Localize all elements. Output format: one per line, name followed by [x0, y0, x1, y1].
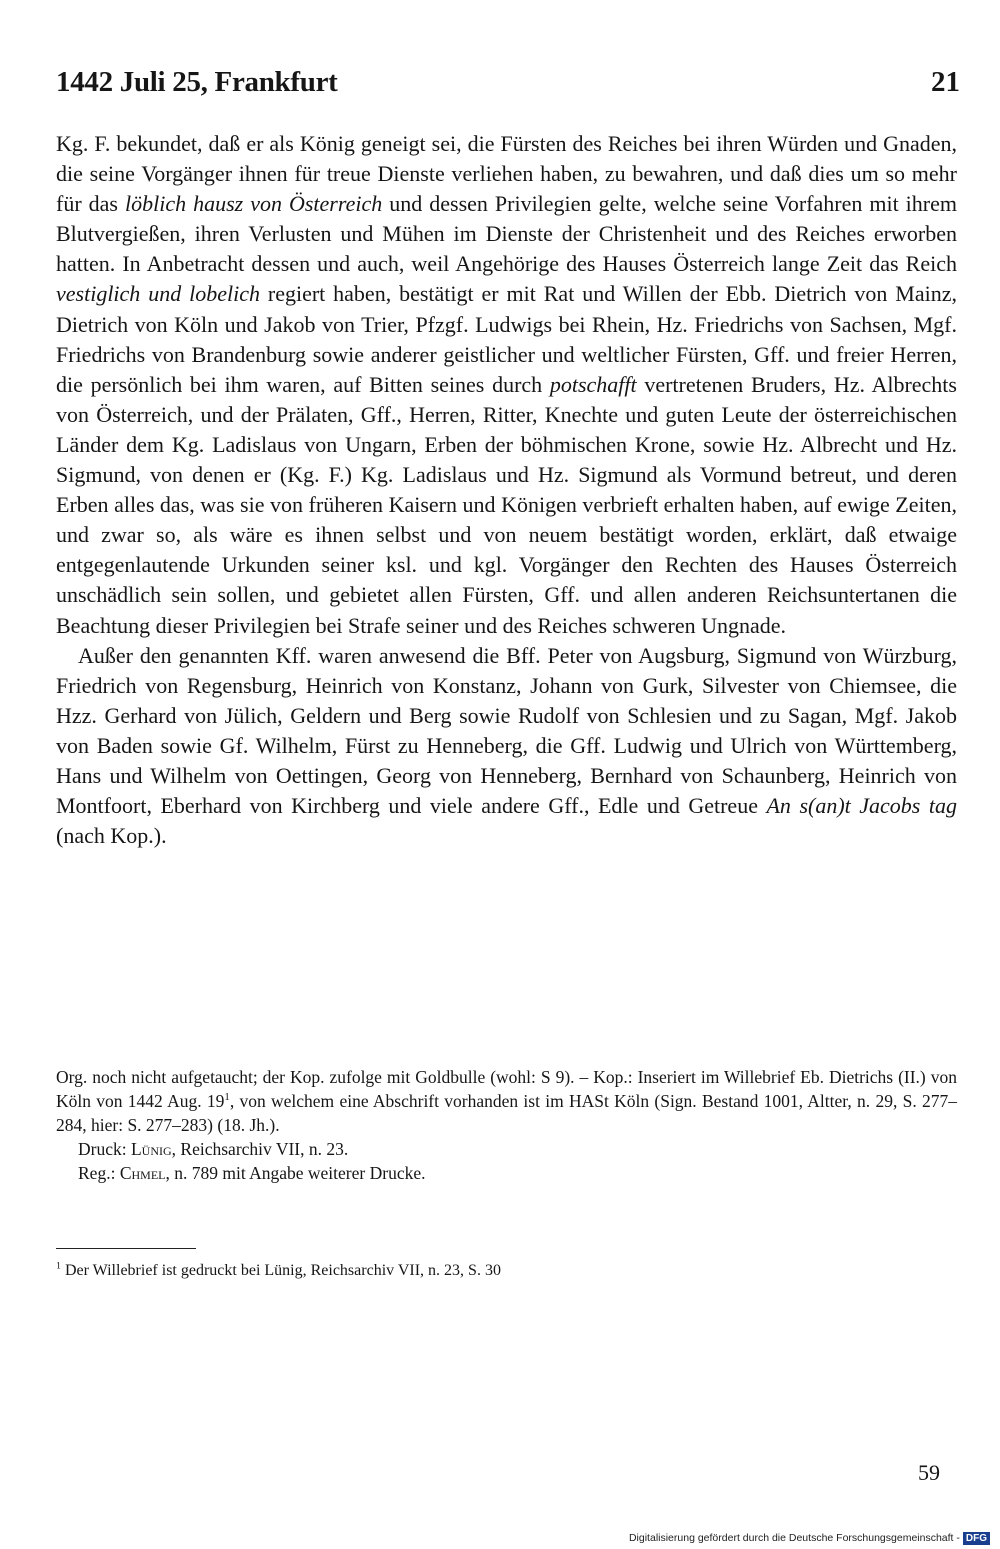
regest-paragraph-2: Außer den genannten Kff. waren anwesend die Bff. Peter von Augsburg, Sigmund von Würzburg, Friedrich von Regensburg, Heinrich von Konstanz, Johann von Gurk, Silvester von Chiemsee, die Hzz. Gerhard von Jülich, Geldern und Berg sowie Rudolf von Schlesien und zu Sagan, Mgf. Jakob von Baden sowie Gf. Wilhelm, Fürst zu Henneberg, die Gff. Ludwig und Ulrich von Württemberg, Hans und Wilhelm von Oettingen, Georg von Henneberg, Bernhard von Schaunberg, Heinrich von Montfoort, Eberhard von Kirchberg und viele andere Gff., Edle und Getreue An s(an)t Jacobs tag (nach Kop.).	[56, 642, 958, 849]
quoted-term: An s(an)t Jacobs tag	[766, 793, 958, 819]
regest-body	[56, 129, 957, 851]
footnote-marker: 1	[56, 1260, 61, 1272]
footnote	[56, 1260, 957, 1282]
regest-note: Reg.: Chmel, n. 789 mit Angabe weiterer Drucke.	[78, 1163, 426, 1183]
regest-number: 21	[931, 66, 960, 98]
regest-paragraph-1: Kg. F. bekundet, daß er als König geneigt sei, die Fürsten des Reiches bei ihren Würden und Gnaden, die seine Vorgänger ihnen für treue Dienste verliehen haben, zu bewahren, und daß dies um so mehr für das löblich hausz von Österreich und dessen Privilegien gelte, welche seine Vorfahren mit ihrem Blutvergießen, ihren Verlusten und Mühen im Dienste der Christenheit und des Reiches erworben hatten. In Anbetracht dessen und auch, weil Angehörige des Hauses Österreich lange Zeit das Reich vestiglich und lobelich regiert haben, bestätigt er mit Rat und Willen der Ebb. Dietrich von Mainz, Dietrich von Köln und Jakob von Trier, Pfzgf. Ludwigs bei Rhein, Hz. Friedrichs von Sachsen, Mgf. Friedrichs von Brandenburg sowie anderer geistlicher und weltlicher Fürsten, Gff. und freier Herren, die persönlich bei ihm waren, auf Bitten seines durch potschafft vertretenen Bruders, Hz. Albrechts von Österreich, und der Prälaten, Gff., Herren, Ritter, Knechte und guten Leute der österreichischen Länder dem Kg. Ladislaus von Ungarn, Erben der böhmischen Krone, sowie Hz. Albrecht und Hz. Sigmund, von denen er (Kg. F.) Kg. Ladislaus und Hz. Sigmund als Vormund betreut, und deren Erben alles das, was sie von früheren Kaisern und Königen verbrieft erhalten haben, auf ewige Zeiten, und zwar so, als wäre es ihnen selbst und von neuem bestätigt worden, erklärt, daß etwaige entgegenlautende Urkunden seiner ksl. und kgl. Vorgänger den Rechten des Hauses Österreich unschädlich sein sollen, und gebietet allen Fürsten, Gff. und allen anderen Reichsuntertanen die Beachtung dieser Privilegien bei Strafe seiner und des Reiches schweren Ungnade.	[56, 131, 957, 638]
page-folio: 59	[918, 1460, 940, 1485]
footnote-divider	[56, 1248, 196, 1249]
apparatus-notes	[56, 1065, 957, 1185]
footnote-text: Der Willebrief ist gedruckt bei Lünig, Reichsarchiv VII, n. 23, S. 30	[60, 1262, 501, 1279]
footnote-reference[interactable]: 1	[224, 1091, 230, 1104]
quoted-term: potschafft	[549, 371, 637, 397]
document-date-place-heading: 1442 Juli 25, Frankfurt	[56, 66, 338, 98]
print-note: Druck: Lünig, Reichsarchiv VII, n. 23.	[78, 1139, 349, 1159]
digitization-credit: Digitalisierung gefördert durch die Deutsche Forschungsgemeinschaft - DFG	[629, 1532, 990, 1545]
quoted-term: vestiglich und lobelich	[56, 281, 260, 307]
transmission-note: Org. noch nicht aufgetaucht; der Kop. zufolge mit Goldbulle (wohl: S 9). – Kop.: Inseriert im Willebrief Eb. Dietrichs (II.) von Köln von 1442 Aug. $19^1$, von welchem eine Abschrift vorhanden ist im HASt Köln (Sign. Bestand 1001, Altter, n. 29, S. 277–284, hier: S. 277–283) (18. Jh.).	[56, 1067, 957, 1135]
running-header	[56, 62, 960, 102]
dfg-logo-icon: DFG	[963, 1532, 990, 1545]
quoted-term: löblich hausz von Österreich	[124, 191, 383, 217]
